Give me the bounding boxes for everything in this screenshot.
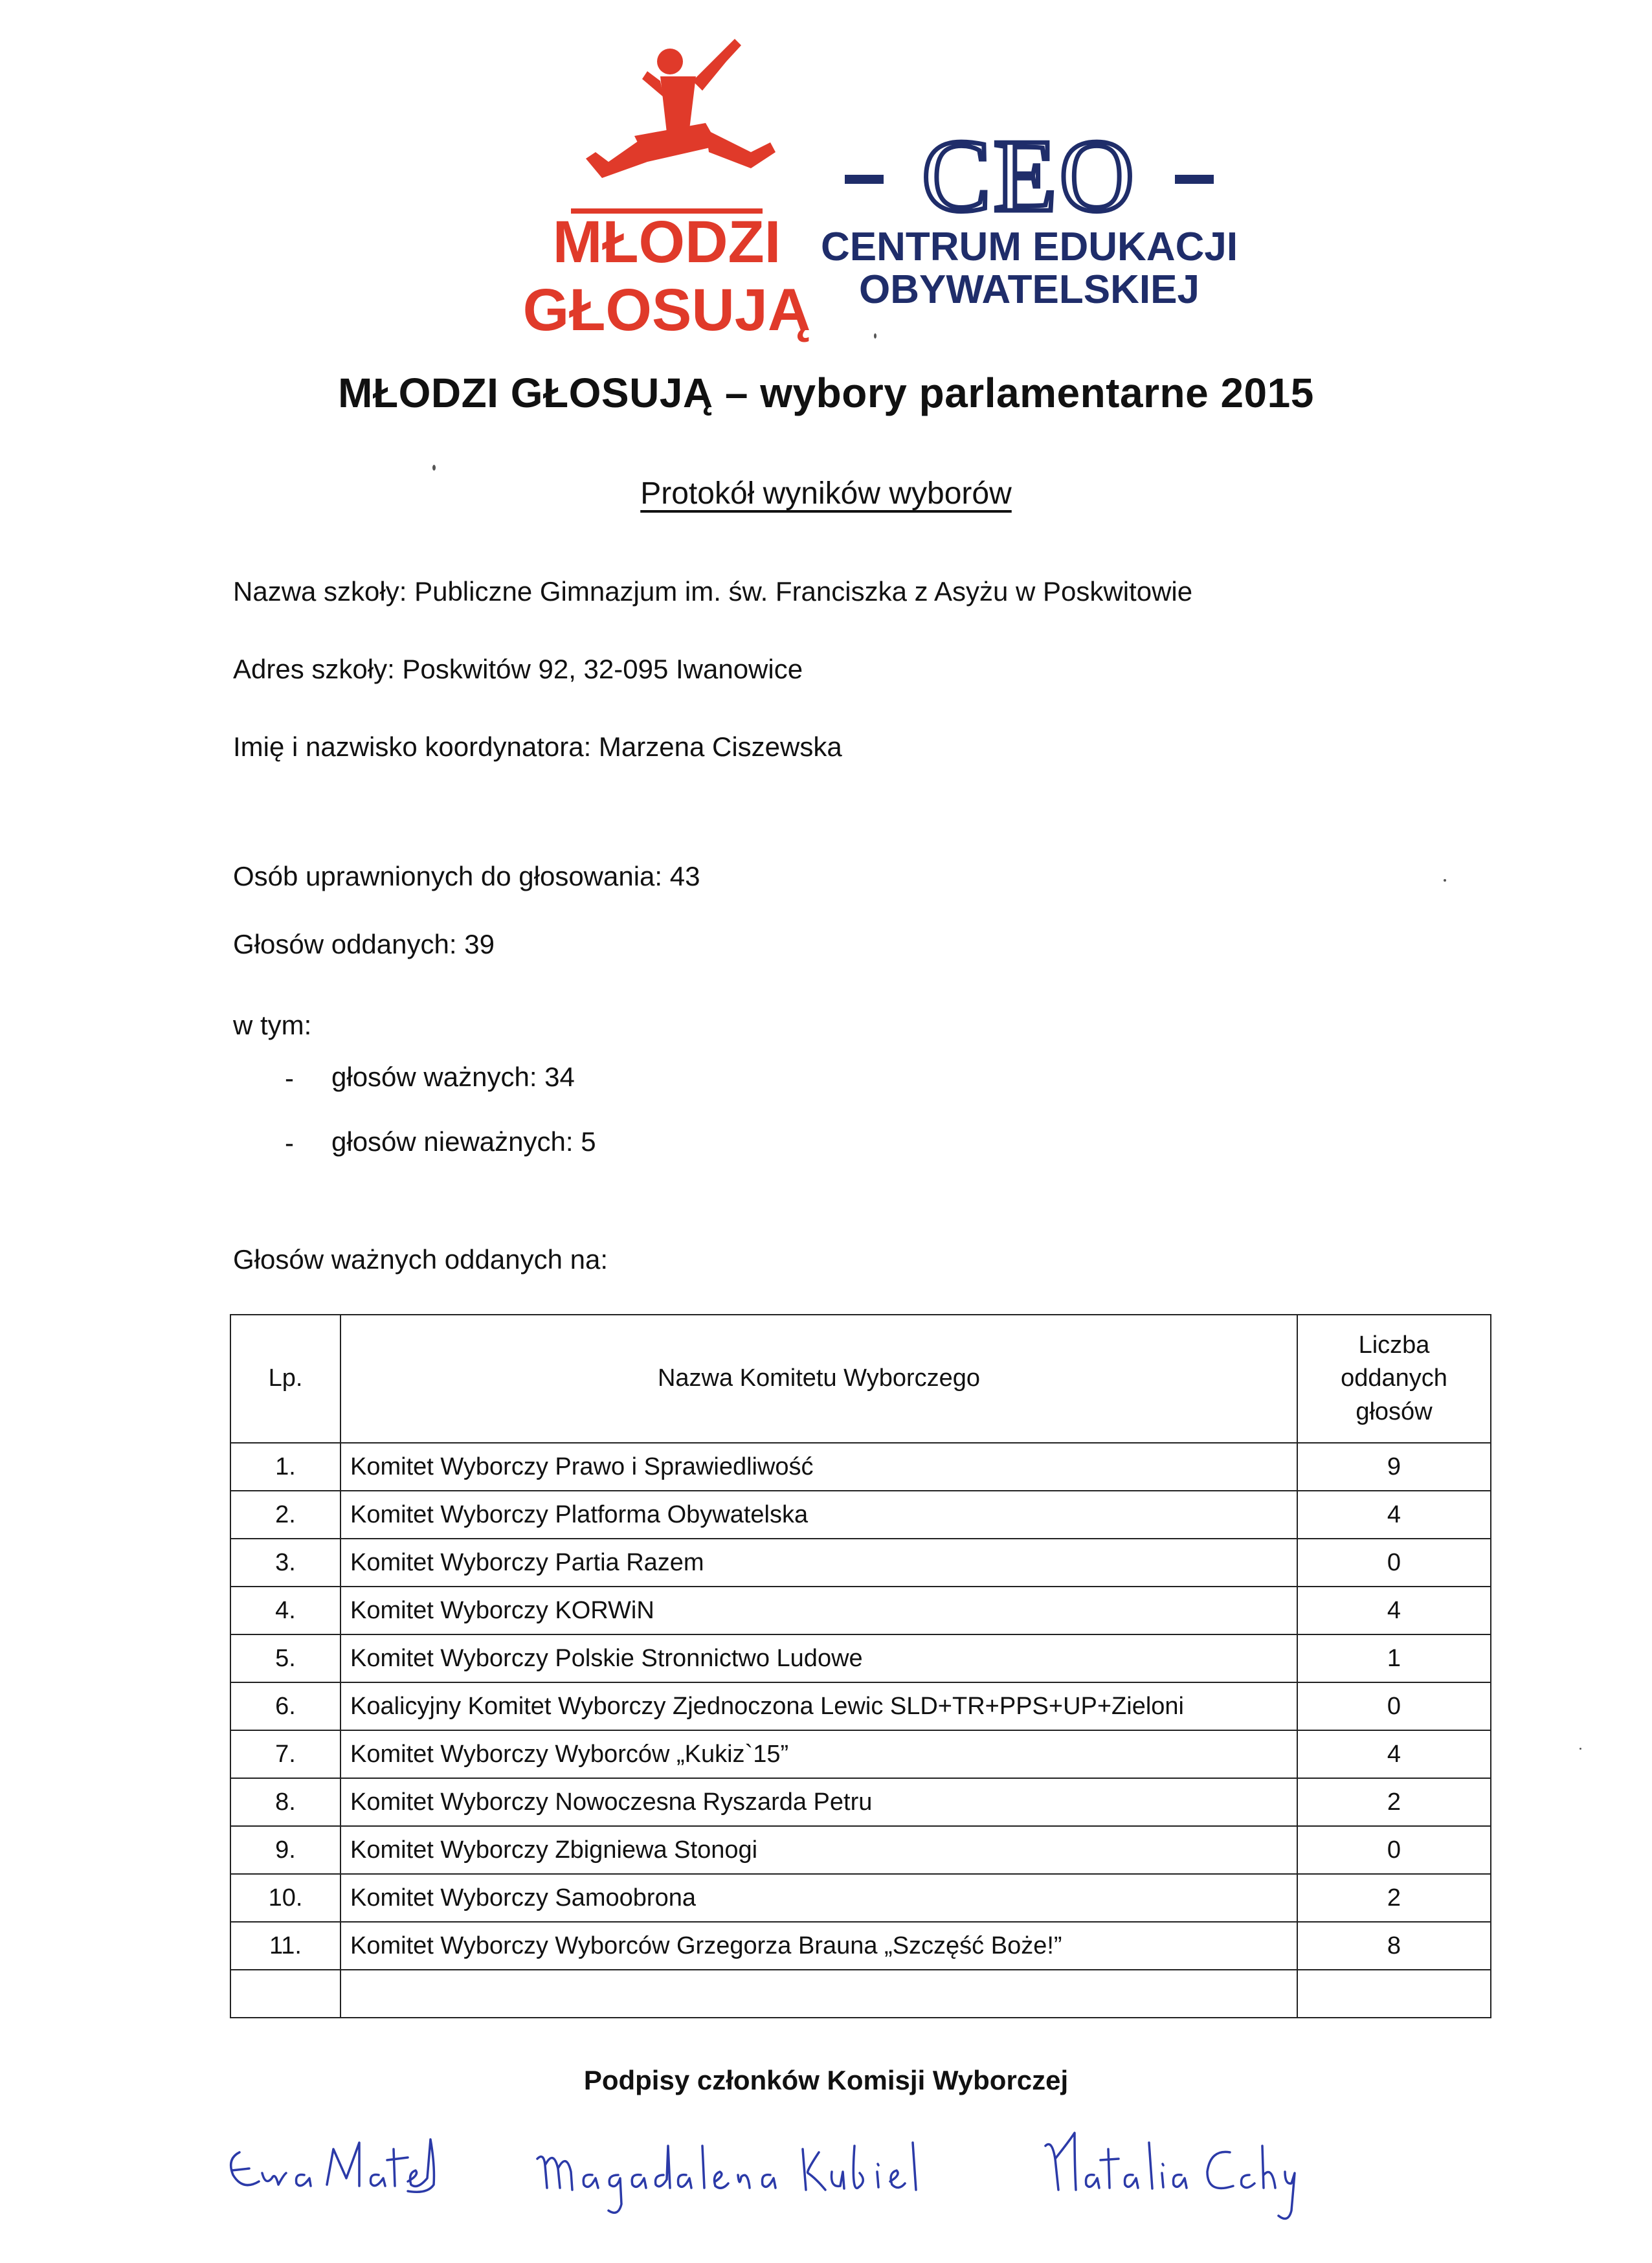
row-lp [230, 1970, 340, 2018]
results-table [230, 1314, 1491, 2018]
row-votes: 0 [1297, 1682, 1491, 1730]
row-committee-name: Komitet Wyborczy Zbigniewa Stonogi [340, 1826, 1297, 1874]
row-votes: 1 [1297, 1634, 1491, 1682]
table-row [230, 1826, 1491, 1874]
row-committee-name: Komitet Wyborczy Samoobrona [340, 1874, 1297, 1922]
row-committee-name: Komitet Wyborczy KORWiN [340, 1587, 1297, 1634]
row-committee-name: Komitet Wyborczy Partia Razem [340, 1539, 1297, 1587]
invalid-votes: głosów nieważnych: 5 [331, 1126, 596, 1157]
row-lp: 4. [230, 1587, 340, 1634]
row-lp: 5. [230, 1634, 340, 1682]
table-intro: Głosów ważnych oddanych na: [233, 1244, 608, 1275]
logo-mg-line2: GŁOSUJĄ [522, 277, 811, 343]
row-votes: 0 [1297, 1826, 1491, 1874]
table-row [230, 1539, 1491, 1587]
row-lp: 8. [230, 1778, 340, 1826]
scan-speck [1579, 1748, 1581, 1750]
row-lp: 9. [230, 1826, 340, 1874]
row-votes: 4 [1297, 1491, 1491, 1539]
row-committee-name: Koalicyjny Komitet Wyborczy Zjednoczona Lewic SLD+TR+PPS+UP+Zieloni [340, 1682, 1297, 1730]
table-row [230, 1634, 1491, 1682]
row-committee-name: Komitet Wyborczy Polskie Stronnictwo Ludowe [340, 1634, 1297, 1682]
jumping-figure-icon [571, 39, 776, 214]
logo-mg-line1: MŁODZI [552, 209, 781, 275]
row-votes [1297, 1970, 1491, 2018]
header-committee-name: Nazwa Komitetu Wyborczego [340, 1315, 1297, 1443]
row-votes: 0 [1297, 1539, 1491, 1587]
scan-speck [1444, 879, 1446, 882]
row-lp: 11. [230, 1922, 340, 1970]
school-address: Adres szkoły: Poskwitów 92, 32-095 Iwanowice [233, 654, 803, 684]
table-row [230, 1443, 1491, 1491]
table-row [230, 1730, 1491, 1778]
signature-magdalena-kurbiel [531, 2113, 932, 2230]
mlodzi-glosuja-logo [522, 26, 811, 343]
table-row [230, 1778, 1491, 1826]
row-votes: 4 [1297, 1587, 1491, 1634]
eligible-voters: Osób uprawnionych do głosowania: 43 [233, 861, 700, 891]
table-row-empty [230, 1970, 1491, 2018]
signature-natalia-cichy [1036, 2113, 1308, 2230]
coordinator-name: Imię i nazwisko koordynatora: Marzena Ciszewska [233, 731, 842, 762]
row-committee-name: Komitet Wyborczy Wyborców „Kukiz`15” [340, 1730, 1297, 1778]
table-header-row [230, 1315, 1491, 1443]
row-committee-name: Komitet Wyborczy Wyborców Grzegorza Brauna „Szczęść Boże!” [340, 1922, 1297, 1970]
table-row [230, 1874, 1491, 1922]
row-lp: 6. [230, 1682, 340, 1730]
row-votes: 4 [1297, 1730, 1491, 1778]
page-subtitle: Protokół wyników wyborów [640, 476, 1012, 511]
header-votes-line: oddanych [1341, 1365, 1447, 1392]
header-lp: Lp. [230, 1315, 340, 1443]
row-lp: 10. [230, 1874, 340, 1922]
valid-votes: głosów ważnych: 34 [331, 1062, 575, 1092]
bullet-dash: - [285, 1063, 294, 1093]
row-lp: 3. [230, 1539, 340, 1587]
signature-ewa-matela [214, 2113, 447, 2230]
votes-cast: Głosów oddanych: 39 [233, 929, 495, 959]
header-votes-line: Liczba [1358, 1332, 1430, 1359]
ceo-line1: CENTRUM EDUKACJI [820, 225, 1238, 269]
including-label: w tym: [233, 1010, 312, 1040]
row-votes: 8 [1297, 1922, 1491, 1970]
table-row [230, 1682, 1491, 1730]
row-lp: 1. [230, 1443, 340, 1491]
row-committee-name [340, 1970, 1297, 2018]
row-lp: 7. [230, 1730, 340, 1778]
row-votes: 9 [1297, 1443, 1491, 1491]
row-votes: 2 [1297, 1874, 1491, 1922]
school-name: Nazwa szkoły: Publiczne Gimnazjum im. św. Franciszka z Asyżu w Poskwitowie [233, 576, 1193, 607]
table-row [230, 1491, 1491, 1539]
ceo-acronym: CEO [922, 118, 1137, 233]
table-row [230, 1922, 1491, 1970]
table-row [230, 1587, 1491, 1634]
header-votes-line: głosów [1356, 1398, 1433, 1425]
ceo-line2: OBYWATELSKIEJ [859, 267, 1200, 312]
bullet-dash: - [285, 1128, 294, 1158]
row-committee-name: Komitet Wyborczy Platforma Obywatelska [340, 1491, 1297, 1539]
signatures-title: Podpisy członków Komisji Wyborczej [583, 2065, 1069, 2095]
header-votes [1297, 1315, 1491, 1443]
row-lp: 2. [230, 1491, 340, 1539]
row-votes: 2 [1297, 1778, 1491, 1826]
scan-speck [874, 333, 876, 339]
page-title: MŁODZI GŁOSUJĄ – wybory parlamentarne 2015 [338, 370, 1314, 416]
row-committee-name: Komitet Wyborczy Prawo i Sprawiedliwość [340, 1443, 1297, 1491]
scan-speck [432, 465, 436, 471]
row-committee-name: Komitet Wyborczy Nowoczesna Ryszarda Petru [340, 1778, 1297, 1826]
ceo-logo [820, 118, 1238, 317]
